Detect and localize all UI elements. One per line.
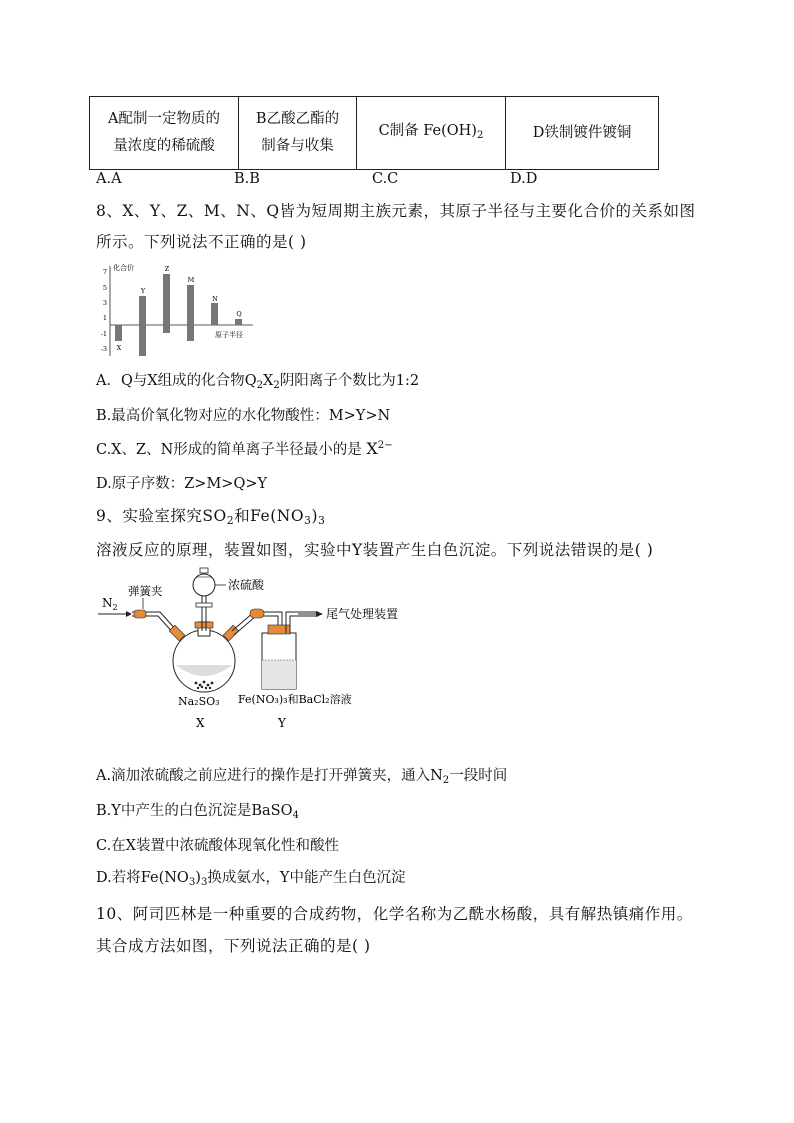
q9-label-y: Y [278,716,286,730]
q9-connecting-rubber [250,609,264,618]
q7-answer-d[interactable]: D.D [510,171,538,187]
q9-na2so3-label: Na₂SO₃ [178,695,220,708]
q10-stem-line1: 10、阿司匹林是一种重要的合成药物，化学名称为乙酰水杨酸，具有解热镇痛作用。 [96,905,693,923]
q8-label-y: Y [140,287,146,295]
q8-label-x: X [116,344,122,352]
q8-option-a-pre: A．Q与X组成的化合物 [96,373,245,389]
q8-tick-neg3: -3 [100,345,107,353]
q8-label-z: Z [164,265,170,273]
q8-valence-radius-chart [95,260,260,360]
q7-cell-c [357,97,506,170]
q8-option-a-q: Q [244,373,257,389]
q8-option-a[interactable] [96,369,419,391]
q9-exhaust-tube [286,612,318,633]
q7-cell-c-sub: 2 [476,129,484,141]
q8-bar-y [139,296,146,356]
q8-stem-line1: 8、X、Y、Z、M、N、Q皆为短周期主族元素，其原子半径与主要化合价的关系如图 [96,202,696,220]
q8-option-a-sub1: 2 [256,380,264,391]
q9-option-a-post: 一段时间 [449,768,508,784]
q9-center-stopper [195,622,213,628]
q9-option-a-sub: 2 [442,775,450,786]
q9-stem-so-sub: 2 [226,514,235,527]
q7-answer-b[interactable]: B.B [234,171,260,187]
q9-stem-fe: Fe(NO [250,507,305,525]
q9-option-a-pre: A.滴加浓硫酸之前应进行的操作是打开弹簧夹，通入 [96,768,431,784]
q9-inlet-arrow-head [126,611,132,617]
q9-apparatus-diagram [96,565,426,735]
q7-cell-a-line1: A配制一定物质的 [108,111,220,127]
q9-n2-label: $N_2$ [102,596,118,612]
q8-label-m: M [187,276,195,284]
q8-option-c-charge: 2− [377,440,393,452]
q8-bar-q [235,319,242,325]
q8-x-label: 原子半径 [215,331,243,339]
q9-option-d[interactable] [96,866,405,888]
q9-stem-line2: 溶液反应的原理，装置如图，实验中Y装置产生白色沉淀。下列说法错误的是( ) [96,541,654,559]
q9-bottle-stopper [268,625,290,634]
q8-tick-5: 5 [102,284,107,292]
q9-stem-so: SO [202,507,227,525]
q9-option-d-formula: Fe(NO [140,870,189,886]
q9-tail-label: 尾气处理装置 [326,607,399,621]
q8-stem-line2: 所示。下列说法不正确的是( ) [96,233,307,251]
q8-bar-m [187,285,194,341]
q7-answer-c[interactable]: C.C [372,171,399,187]
q9-funnel-valve [196,603,212,607]
q9-rubber-tube [134,610,146,618]
q7-cell-a [90,97,239,170]
q9-stem-line1 [96,504,325,527]
q8-option-b[interactable]: B.最高价氧化物对应的水化物酸性：M>Y>N [96,408,391,424]
q9-solution-label: Fe(NO₃)₃和BaCl₂溶液 [238,693,352,706]
q7-cell-d [506,97,659,170]
q7-options-table [89,96,659,170]
q9-stem-pre: 9、实验室探究 [96,507,203,525]
q8-tick-neg1: -1 [100,330,107,338]
q8-bar-n [211,303,218,325]
q8-bar-z [163,274,170,333]
q7-cell-b [239,97,357,170]
q9-option-d-sub2: 3 [200,877,208,888]
q9-clamp-label: 弹簧夹 [128,584,163,598]
q9-option-c[interactable]: C.在X装置中浓硫酸体现氧化性和酸性 [96,838,340,854]
q8-option-d[interactable]: D.原子序数：Z>M>Q>Y [96,476,268,492]
q9-option-b[interactable] [96,799,299,821]
q8-option-a-post: 阴阳离子个数比为1:2 [279,373,420,389]
q10-stem-line2: 其合成方法如图，下列说法正确的是( ) [96,937,371,955]
q7-cell-d-text: D铁制镀件镀铜 [532,124,632,141]
q8-tick-7: 7 [102,268,107,276]
q9-option-a-n: N [430,768,443,784]
q7-cell-b-line1: B乙酸乙酯的 [255,111,340,127]
q8-option-c-ion: X [366,439,378,458]
q9-stem-fe-sub2: 3 [318,514,326,527]
q9-option-d-pre: D.若将 [96,870,141,886]
q9-funnel-stopper [200,568,208,573]
q9-acid-label: 浓硫酸 [228,578,265,592]
q8-label-n: N [212,295,218,303]
q9-option-d-post: 换成氨水，Y中能产生白色沉淀 [207,870,406,886]
q9-option-b-formula: BaSO [251,803,293,819]
q9-bottle-solution [262,660,296,689]
q8-option-c-pre: C.X、Z、N形成的简单离子半径最小的是 [96,442,362,458]
q8-option-c[interactable] [96,438,393,459]
q9-stem-and: 和 [234,507,251,525]
q8-tick-3: 3 [102,299,107,307]
q9-exhaust-arrow-head [316,611,323,617]
q9-stem-fe-close: ) [311,507,318,525]
q9-stem-fe-sub: 3 [304,514,312,527]
q7-cell-b-line2: 制备与收集 [261,138,334,154]
q8-option-a-x: X [263,373,274,389]
q7-cell-c-text: C制备 Fe(OH) [378,122,477,139]
q8-tick-1: 1 [102,314,107,322]
q7-cell-a-line2: 量浓度的稀硫酸 [113,138,215,154]
q9-option-b-pre: B.Y中产生的白色沉淀是 [96,803,252,819]
q7-answer-a[interactable]: A.A [96,171,122,187]
q9-option-b-sub: 4 [292,810,299,821]
q8-option-a-sub2: 2 [273,380,280,391]
q8-bar-x [115,325,122,341]
q8-y-label: 化合价 [113,264,134,272]
q9-option-d-close: ) [195,870,201,886]
q9-option-a[interactable] [96,764,507,786]
q8-label-q: Q [236,310,242,318]
q9-option-d-sub: 3 [188,877,196,888]
q9-label-x: X [196,716,205,730]
